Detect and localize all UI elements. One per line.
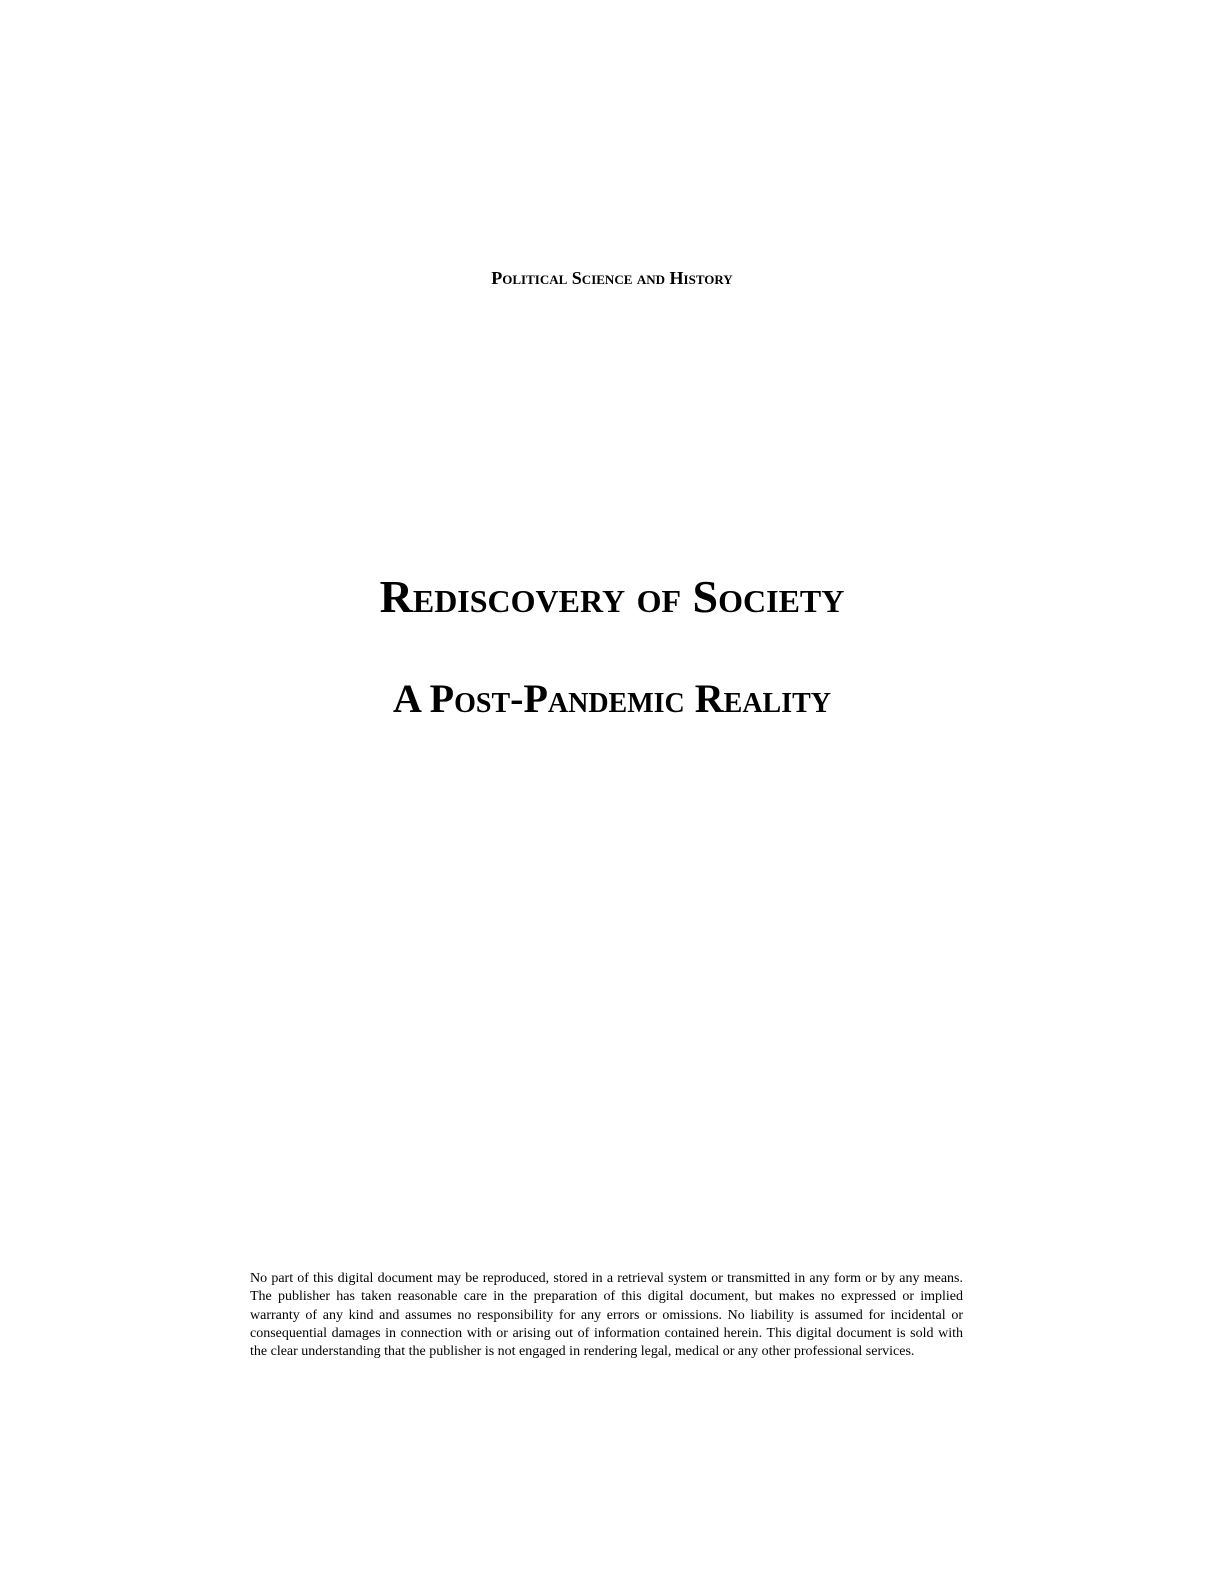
series-label: Political Science and History <box>491 268 733 288</box>
book-title: Rediscovery of Society <box>379 571 845 622</box>
copyright-notice: No part of this digital document may be reproduced, stored in a retrieval system or transmitted in any form or by any means. The publisher has taken reasonable care in the preparation of this digital document, but makes no expressed or implied warranty of any kind and assumes no responsibility for any errors or omissions. No liability is assumed for incidental or consequential damages in connection with or arising out of information contained herein. This digital document is sold with the clear understanding that the publisher is not engaged in rendering legal, medical or any other professional services. <box>250 1271 963 1360</box>
book-subtitle: A Post-Pandemic Reality <box>392 676 832 721</box>
